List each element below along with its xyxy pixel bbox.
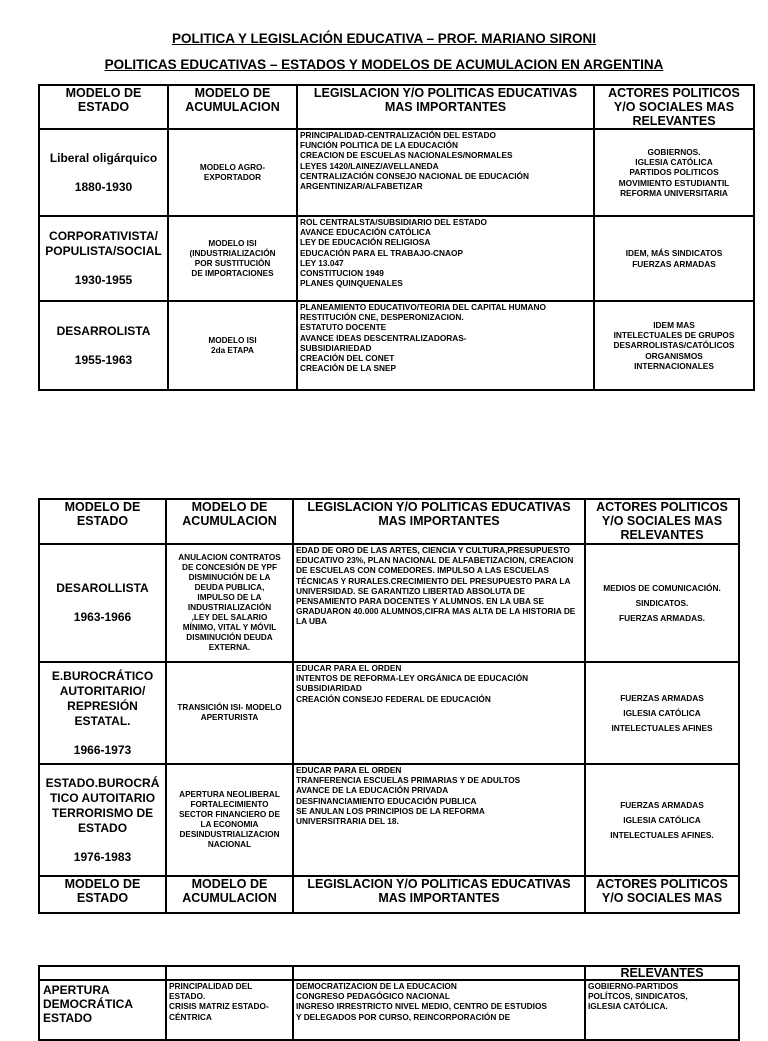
actores-line: IGLESIA CATÓLICA — [623, 814, 701, 825]
table-1-header-row — [39, 85, 754, 129]
actores-line: INTELECTUALES AFINES. — [610, 830, 714, 841]
legislacion-cell — [293, 980, 585, 1040]
acumulacion-line: APERTURA NEOLIBERAL — [179, 790, 280, 799]
estado-name: DESARROLISTA — [56, 323, 151, 338]
estado-cell — [39, 216, 168, 301]
legislacion-line: PLANES QUINQUENALES — [300, 278, 403, 289]
header-actores-partial: ACTORES POLITICOS Y/O SOCIALES MAS — [585, 876, 739, 913]
table-2-footer-header-row — [39, 876, 739, 913]
actores-cell — [594, 301, 754, 390]
acumulacion-line: APERTURISTA — [200, 713, 259, 722]
estado-years: 1976-1983 — [73, 849, 132, 864]
actores-line: IGLESIA CATÓLICA. — [588, 1001, 668, 1012]
estado-line: APERTURA — [43, 983, 110, 997]
acumulacion-line: DISMINUCIÓN DEUDA — [186, 633, 273, 642]
legislacion-text: EDAD DE ORO DE LAS ARTES, CIENCIA Y CULTURA,PRESUPUESTO EDUCATIVO 23%, PLAN NACIONAL DE ALFABETIZACION, CREACION DE ESCUELAS CON COMEDORES. IMPULSO A LAS ESCUELAS TÉCNICAS Y RURALES.CRECIMIENTO DEL PRESUPUESTO PARA LA UNIVERSIDAD. SE GARANTIZO LIBERTAD ABSOLUTA DE PENSAMIENTO PARA DOCENTES Y ALUMNOS. EN LA UBA SE GRADUARON 40.000 ALUMNOS,CIFRA MAS ALTA DE LA HISTORIA DE LA UBA — [296, 545, 576, 627]
table-1 — [38, 84, 755, 391]
actores-line: INTELECTUALES AFINES — [611, 723, 713, 734]
table-row — [39, 216, 754, 301]
acumulacion-line: DE CONCESIÓN DE YPF — [182, 563, 277, 572]
actores-line: FUERZAS ARMADAS — [632, 258, 716, 269]
actores-line: MOVIMIENTO ESTUDIANTIL — [618, 177, 730, 188]
estado-cell — [39, 544, 166, 662]
header-modelo-estado: MODELO DE ESTADO — [39, 876, 166, 913]
acumulacion-cell — [168, 129, 297, 216]
actores-cell — [585, 764, 739, 876]
header-modelo-acumulacion: MODELO DE ACUMULACION — [166, 499, 293, 544]
actores-line: IGLESIA CATÓLICA — [635, 157, 713, 168]
acumulacion-line: PRINCIPALIDAD DEL — [169, 981, 253, 991]
table-3 — [38, 965, 740, 1041]
legislacion-line: INGRESO IRRESTRICTO NIVEL MEDIO, CENTRO DE ESTUDIOS — [296, 1001, 547, 1012]
actores-line: MEDIOS DE COMUNICACIÓN. — [603, 582, 721, 593]
acumulacion-line: ,LEY DEL SALARIO — [191, 613, 268, 622]
header-empty — [39, 966, 166, 980]
legislacion-cell — [293, 544, 585, 662]
legislacion-line: PRINCIPALIDAD-CENTRALIZACIÓN DEL ESTADO — [300, 130, 496, 140]
acumulacion-line: (INDUSTRIALIZACIÓN — [189, 248, 276, 258]
estado-years: 1930-1955 — [74, 273, 133, 287]
table-3-header-row — [39, 966, 739, 980]
legislacion-line: CREACIÓN DE LA SNEP — [300, 363, 397, 374]
estado-years: 1966-1973 — [73, 742, 132, 757]
legislacion-cell — [293, 662, 585, 764]
actores-cell — [585, 662, 739, 764]
estado-name: ESTADO.BUROCRÁ TICO AUTOITARIO TERRORISMO DE ESTADO — [45, 775, 160, 835]
actores-line: GOBIERNO-PARTIDOS — [588, 981, 679, 991]
acumulacion-line: INDUSTRIALIZACIÓN — [187, 603, 272, 612]
acumulacion-line: EXPORTADOR — [203, 172, 262, 182]
actores-line: PARTIDOS POLITICOS — [629, 167, 719, 178]
legislacion-line: INTENTOS DE REFORMA-LEY ORGÁNICA DE EDUCACIÓN — [296, 673, 529, 684]
legislacion-line: SUBSIDIARIDAD — [296, 683, 362, 694]
legislacion-line: ESTATUTO DOCENTE — [300, 322, 387, 333]
legislacion-line: SE ANULAN LOS PRINCIPIOS DE LA REFORMA — [296, 805, 485, 816]
table-row — [39, 301, 754, 390]
acumulacion-line: CRISIS MATRIZ ESTADO- — [169, 1001, 269, 1012]
actores-cell — [594, 129, 754, 216]
legislacion-line: AVANCE EDUCACIÓN CATÓLICA — [300, 227, 431, 238]
table-row — [39, 980, 739, 1040]
table-row — [39, 129, 754, 216]
acumulacion-line: IMPULSO DE LA — [197, 593, 262, 602]
header-actores: ACTORES POLITICOS Y/O SOCIALES MAS RELEVANTES — [594, 85, 754, 129]
header-modelo-estado: MODELO DE ESTADO — [39, 85, 168, 129]
table-2 — [38, 498, 740, 914]
legislacion-line: CREACION DE ESCUELAS NACIONALES/NORMALES — [300, 150, 513, 161]
page-title: POLITICA Y LEGISLACIÓN EDUCATIVA – PROF. MARIANO SIRONI — [171, 31, 597, 46]
table-2-header-row — [39, 499, 739, 544]
estado-years: 1880-1930 — [74, 179, 133, 194]
estado-name: E.BUROCRÁTICO AUTORITARIO/ REPRESIÓN ESTATAL. — [51, 668, 154, 728]
header-empty — [166, 966, 293, 980]
acumulacion-cell — [166, 980, 293, 1040]
table-row — [39, 662, 739, 764]
acumulacion-line: MODELO AGRO- — [199, 162, 266, 172]
page-subtitle: POLITICAS EDUCATIVAS – ESTADOS Y MODELOS DE ACUMULACION EN ARGENTINA — [104, 57, 664, 72]
estado-line: DEMOCRÁTICA — [43, 997, 133, 1011]
header-legislacion: LEGISLACION Y/O POLITICAS EDUCATIVAS MAS IMPORTANTES — [293, 499, 585, 544]
acumulacion-line: MODELO ISI — [208, 335, 257, 345]
legislacion-cell — [297, 301, 594, 390]
legislacion-line: LEYES 1420/LAINEZ/AVELLANEDA — [300, 160, 439, 171]
legislacion-line: EDUCAR PARA EL ORDEN — [296, 765, 402, 775]
legislacion-line: DESFINANCIAMIENTO EDUCACIÓN PUBLICA — [296, 795, 477, 806]
header-empty — [293, 966, 585, 980]
acumulacion-line: ANULACION CONTRATOS — [178, 553, 281, 562]
actores-cell — [594, 216, 754, 301]
legislacion-line: CENTRALIZACIÓN CONSEJO NACIONAL DE EDUCACIÓN — [300, 170, 529, 181]
acumulacion-line: MODELO ISI — [208, 238, 257, 248]
legislacion-line: EDUCACIÓN PARA EL TRABAJO-CNAOP — [300, 247, 464, 258]
estado-years: 1963-1966 — [73, 610, 132, 624]
legislacion-cell — [293, 764, 585, 876]
acumulacion-cell — [166, 764, 293, 876]
legislacion-line: RESTITUCIÓN CNE, DESPERONIZACION. — [300, 312, 464, 323]
header-modelo-acumulacion: MODELO DE ACUMULACION — [166, 876, 293, 913]
estado-cell — [39, 301, 168, 390]
legislacion-line: SUBSIDIARIEDAD — [300, 342, 372, 353]
legislacion-line: FUNCIÓN POLITICA DE LA EDUCACIÓN — [300, 140, 458, 151]
acumulacion-cell — [166, 662, 293, 764]
acumulacion-cell — [166, 544, 293, 662]
table-row — [39, 544, 739, 662]
estado-name: DESAROLLISTA — [56, 581, 149, 595]
legislacion-cell — [297, 216, 594, 301]
estado-cell — [39, 764, 166, 876]
actores-line: INTERNACIONALES — [634, 360, 714, 371]
legislacion-line: ARGENTINIZAR/ALFABETIZAR — [300, 181, 423, 192]
header-modelo-estado: MODELO DE ESTADO — [39, 499, 166, 544]
actores-line: IDEM MAS — [653, 319, 695, 330]
legislacion-cell — [297, 129, 594, 216]
acumulacion-line: EXTERNA. — [208, 643, 251, 652]
actores-line: DESARROLISTAS/CATÓLICOS — [613, 340, 735, 351]
legislacion-line: EDUCAR PARA EL ORDEN — [296, 663, 402, 673]
acumulacion-line: FORTALECIMIENTO — [190, 800, 269, 809]
header-actores: ACTORES POLITICOS Y/O SOCIALES MAS RELEVANTES — [585, 499, 739, 544]
legislacion-line: PLANEAMIENTO EDUCATIVO/TEORIA DEL CAPITAL HUMANO — [300, 302, 546, 312]
acumulacion-cell — [168, 216, 297, 301]
actores-line: REFORMA UNIVERSITARIA — [620, 187, 728, 198]
estado-cell — [39, 980, 166, 1040]
estado-name: Liberal oligárquico — [49, 150, 158, 165]
estado-years: 1955-1963 — [74, 352, 133, 367]
actores-line: IDEM, MÁS SINDICATOS — [625, 248, 723, 259]
acumulacion-cell — [168, 301, 297, 390]
actores-line: GOBIERNOS. — [647, 146, 701, 157]
legislacion-line: ROL CENTRALSTA/SUBSIDIARIO DEL ESTADO — [300, 217, 487, 227]
acumulacion-line: LA ECONOMIA — [200, 820, 259, 829]
actores-line: FUERZAS ARMADAS. — [619, 613, 705, 624]
actores-cell — [585, 544, 739, 662]
header-legislacion: LEGISLACION Y/O POLITICAS EDUCATIVAS MAS IMPORTANTES — [293, 876, 585, 913]
legislacion-line: TRANFERENCIA ESCUELAS PRIMARIAS Y DE ADULTOS — [296, 775, 521, 786]
acumulacion-line: ESTADO. — [169, 991, 206, 1002]
legislacion-line: Y DELEGADOS POR CURSO, REINCORPORACIÓN DE — [296, 1011, 511, 1022]
actores-line: INTELECTUALES DE GRUPOS — [613, 330, 735, 341]
acumulacion-line: DESINDUSTRIALIZACION — [179, 830, 280, 839]
acumulacion-line: CÉNTRICA — [169, 1011, 212, 1022]
legislacion-line: CREACIÓN DEL CONET — [300, 353, 395, 364]
legislacion-line: AVANCE DE LA EDUCACIÓN PRIVADA — [296, 785, 449, 796]
legislacion-line: CONGRESO PEDAGÓGICO NACIONAL — [296, 991, 450, 1002]
actores-line: SINDICATOS. — [635, 597, 689, 608]
actores-cell — [585, 980, 739, 1040]
estado-name: CORPORATIVISTA/ POPULISTA/SOCIAL — [45, 229, 162, 258]
acumulacion-line: DEUDA PUBLICA, — [194, 583, 265, 592]
acumulacion-line: NACIONAL — [207, 840, 252, 849]
legislacion-line: LEY DE EDUCACIÓN RELIGIOSA — [300, 237, 431, 248]
actores-line: FUERZAS ARMADAS — [620, 692, 704, 703]
legislacion-line: CONSTITUCION 1949 — [300, 268, 384, 279]
acumulacion-line: MÍNIMO, VITAL Y MÓVIL — [182, 623, 277, 632]
acumulacion-line: SECTOR FINANCIERO DE — [179, 810, 280, 819]
header-modelo-acumulacion: MODELO DE ACUMULACION — [168, 85, 297, 129]
actores-line: POLÍTCOS, SINDICATOS, — [588, 991, 688, 1002]
estado-cell — [39, 129, 168, 216]
actores-line: ORGANISMOS — [645, 350, 703, 361]
acumulacion-line: TRANSICIÓN ISI- MODELO — [177, 703, 282, 712]
legislacion-line: CREACIÓN CONSEJO FEDERAL DE EDUCACIÓN — [296, 693, 491, 704]
actores-line: FUERZAS ARMADAS — [620, 799, 704, 810]
acumulacion-line: DE IMPORTACIONES — [191, 268, 274, 278]
actores-line: IGLESIA CATÓLICA — [623, 707, 701, 718]
legislacion-line: AVANCE IDEAS DESCENTRALIZADORAS- — [300, 332, 467, 343]
estado-cell — [39, 662, 166, 764]
acumulacion-line: 2da ETAPA — [211, 345, 254, 355]
header-legislacion: LEGISLACION Y/O POLITICAS EDUCATIVAS MAS IMPORTANTES — [297, 85, 594, 129]
legislacion-line: LEY 13.047 — [300, 257, 344, 268]
legislacion-line: UNIVERSITRARIA DEL 18. — [296, 816, 399, 827]
acumulacion-line: DISMINUCIÓN DE LA — [188, 573, 271, 582]
estado-line: ESTADO — [43, 1011, 93, 1025]
header-relevantes: RELEVANTES — [585, 966, 739, 980]
table-row — [39, 764, 739, 876]
legislacion-line: DEMOCRATIZACION DE LA EDUCACION — [296, 981, 457, 991]
acumulacion-line: POR SUSTITUCIÓN — [194, 258, 271, 268]
